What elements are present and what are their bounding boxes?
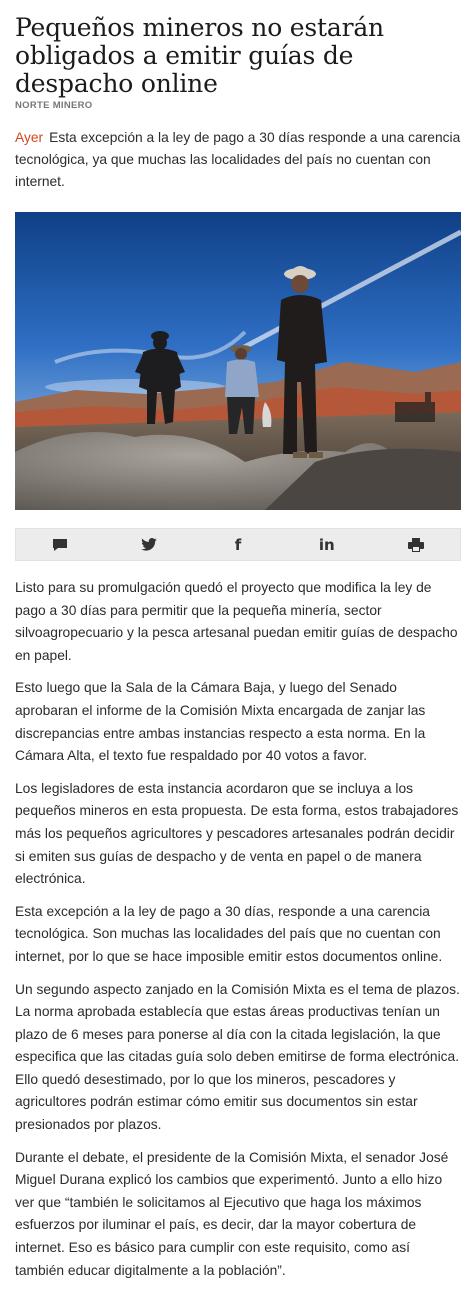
lead-timestamp: Ayer xyxy=(15,130,44,145)
share-facebook-button[interactable] xyxy=(218,530,258,560)
article-source[interactable]: NORTE MINERO xyxy=(15,100,93,111)
share-linkedin-button[interactable] xyxy=(307,530,347,560)
lead-text: Esta excepción a la ley de pago a 30 días responde a una carencia tecnológica, ya que muchas las localidades del país no cuentan con internet. xyxy=(15,130,461,189)
body-paragraph: Listo para su promulgación quedó el proyecto que modifica la ley de pago a 30 días para permitir que la pequeña minería, sector silvoagropecuario y la pesca artesanal puedan emitir guías de despacho en papel. xyxy=(15,580,458,663)
article xyxy=(15,14,461,1292)
body-paragraph: Esto luego que la Sala de la Cámara Baja, y luego del Senado aprobaran el informe de la Comisión Mixta encargada de zanjar las discrepancias entre ambas instancias respecto a esta norma. En la Cámara Alta, el texto fue respaldado por 40 votos a favor. xyxy=(15,680,426,764)
share-twitter-button[interactable] xyxy=(129,530,169,560)
body-paragraph: Los legisladores de esta instancia acordaron que se incluya a los pequeños mineros en esta propuesta. De esta forma, estos trabajadores más los pequeños agricultores y pescadores artesanales podrán decidir si emiten sus guías de despacho y de venta en papel o de manera electrónica. xyxy=(15,780,459,887)
linkedin-icon: in xyxy=(318,535,335,554)
share-bar xyxy=(15,528,461,561)
twitter-icon xyxy=(141,538,157,551)
print-icon xyxy=(408,538,424,552)
share-comment-button[interactable] xyxy=(40,530,80,560)
comment-icon xyxy=(52,538,68,552)
body-paragraph: Durante el debate, el presidente de la Comisión Mixta, el senador José Miguel Durana explicó los cambios que experimentó. Junto a ello hizo ver que “también le solicitamos al Ejecutivo que haga los máximos esfuerzos por iluminar el país, es decir, dar la mayor cobertura de internet. Eso es básico para cumplir con este requisito, como así también educar digitalmente a la población”. xyxy=(15,1149,449,1278)
body-paragraph: Un segundo aspecto zanjado en la Comisión Mixta es el tema de plazos. La norma aprobada establecía que estas áreas productivas tenían un plazo de 6 meses para ponerse al día con la citada legislación, la que especifica que las citadas guía solo deben emitirse de forma electrónica. Ello quedó desestimado, por lo que los mineros, pescadores y agricultores podrán estimar cómo emitir sus documentos sin estar presionados por plazos. xyxy=(15,981,460,1133)
article-title: Pequeños mineros no estarán obligados a emitir guías de despacho online xyxy=(15,13,384,98)
article-lead xyxy=(15,127,461,193)
facebook-icon: f xyxy=(234,535,242,554)
body-paragraph: Esta excepción a la ley de pago a 30 días, responde a una carencia tecnológica. Son muchas las localidades del país que no cuentan con internet, por lo que se hace imposible emitir estos documentos online. xyxy=(15,903,443,964)
share-print-button[interactable] xyxy=(396,530,436,560)
article-body xyxy=(15,577,461,1282)
article-photo xyxy=(15,212,461,510)
